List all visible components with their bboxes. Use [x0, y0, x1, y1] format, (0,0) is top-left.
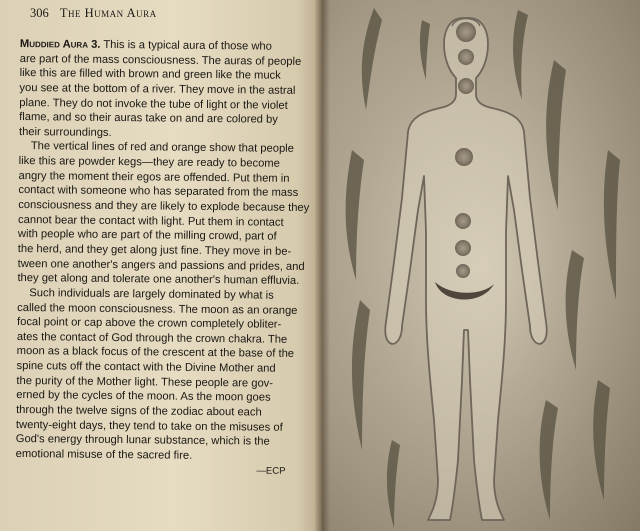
text-line: flame, and so their auras take on and are colored by	[19, 111, 278, 126]
text-line: twenty-eight days, they tend to take on the misuses of	[15, 418, 283, 434]
book-gutter	[314, 0, 330, 531]
text-line: they get along and tolerate one another's human effluvia.	[17, 272, 300, 288]
text-line: focal point or cap above the crown completely obliter-	[16, 316, 282, 331]
solar-plexus-chakra	[455, 213, 471, 229]
running-head	[30, 6, 310, 22]
text-line: are part of the mass consciousness. The auras of people	[19, 52, 302, 68]
aura-illustration	[322, 0, 640, 531]
throat-chakra	[458, 78, 474, 94]
text-line: moon as a black focus of the crescent at the base of the	[16, 345, 295, 361]
page-number: 306	[30, 6, 49, 20]
text-line: tween one another's angers and passions and prides, and	[17, 257, 305, 273]
text-line: the herd, and they get along just fine. They move in be-	[17, 242, 292, 258]
heart-chakra	[455, 148, 473, 166]
text-line: emotional misuse of the sacred fire.	[15, 447, 193, 462]
text-line: like this are filled with brown and green like the muck	[19, 67, 281, 83]
text-line: Muddied Aura 3. This is a typical aura of those who	[19, 37, 272, 53]
body-text	[15, 37, 312, 479]
text-line: through the twelve signs of the zodiac about each	[16, 403, 262, 419]
text-line: like this are powder kegs—they are ready to become	[18, 155, 280, 170]
section-heading: Muddied Aura 3.	[19, 37, 101, 51]
base-chakra	[456, 264, 470, 278]
text-line: contact with someone who has separated from the mass	[18, 184, 299, 200]
text-line: their surroundings.	[18, 125, 112, 139]
text-line: Such individuals are largely dominated by what is	[29, 287, 274, 302]
text-line: consciousness and they are likely to explode because they	[18, 199, 310, 215]
text-line: erned by the cycles of the moon. As the moon goes	[16, 389, 271, 405]
author-signature: —ECP	[256, 465, 286, 477]
text-line: angry the moment their egos are offended. Put them in	[18, 169, 290, 185]
text-line: ates the contact of God through the crown chakra. The	[16, 330, 288, 346]
text-line: plane. They do not invoke the tube of light or the violet	[19, 96, 288, 112]
text-line: The vertical lines of red and orange show that people	[30, 140, 294, 156]
seat-of-soul-chakra	[455, 240, 471, 256]
text-line: cannot bear the contact with light. Put them in contact	[18, 213, 284, 229]
right-page	[322, 0, 640, 531]
text-line: you see at the bottom of a river. They move in the astral	[19, 81, 296, 97]
text-line: the purity of the Mother light. These people are gov-	[16, 374, 274, 390]
text-line: God's energy through lunar substance, which is the	[15, 433, 270, 448]
text-line: spine cuts off the contact with the Divine Mother and	[16, 360, 276, 375]
text-line: with people who are part of the milling crowd, part of	[17, 228, 277, 244]
crown-chakra	[456, 22, 476, 42]
text-line: called the moon consciousness. The moon as an orange	[17, 301, 298, 317]
third-eye-chakra	[458, 49, 474, 65]
book-title: The Human Aura	[59, 6, 157, 20]
